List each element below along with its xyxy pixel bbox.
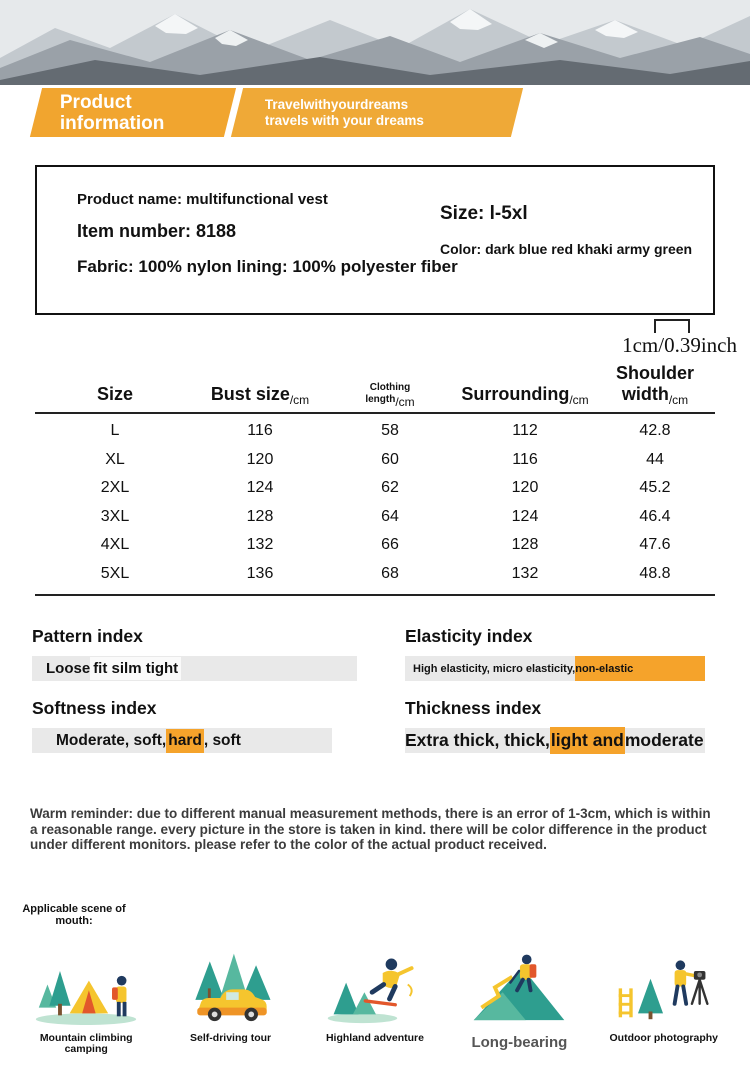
cell-bust: 128 bbox=[246, 507, 274, 525]
cell-shoulder: 48.8 bbox=[639, 564, 671, 582]
softness-index bbox=[32, 698, 405, 753]
cell-surrounding: 116 bbox=[512, 450, 538, 468]
product-information-tab-label bbox=[36, 92, 165, 134]
fabric-index-section bbox=[0, 626, 750, 770]
scene-long-bearing bbox=[447, 941, 591, 1056]
table-row bbox=[35, 417, 715, 446]
size-chart-table bbox=[35, 363, 715, 596]
cell-length: 66 bbox=[381, 536, 399, 554]
scene-label: Long-bearing bbox=[471, 1033, 568, 1051]
car-illustration-icon bbox=[178, 941, 284, 1029]
cell-surrounding: 124 bbox=[511, 507, 539, 525]
scenes-row bbox=[14, 941, 736, 1056]
cell-shoulder: 46.4 bbox=[639, 507, 671, 525]
elasticity-text-highlight: non-elastic bbox=[575, 656, 705, 681]
column-header-clothing-length: Clothing length/cm bbox=[365, 382, 415, 409]
cell-bust: 116 bbox=[247, 422, 273, 440]
cell-shoulder: 47.6 bbox=[639, 536, 671, 554]
cell-length: 64 bbox=[381, 507, 399, 525]
tab-left-line2: information bbox=[60, 112, 165, 134]
thickness-text-after: moderate bbox=[624, 730, 704, 750]
cell-length: 58 bbox=[381, 422, 399, 440]
fabric-info: Fabric: 100% nylon lining: 100% polyester fiber bbox=[77, 257, 458, 276]
cell-surrounding: 128 bbox=[511, 536, 539, 554]
photographer-illustration-icon bbox=[611, 941, 717, 1029]
cell-size: 5XL bbox=[100, 564, 130, 582]
pattern-index-title: Pattern index bbox=[32, 626, 143, 646]
table-row bbox=[35, 560, 715, 589]
color-options: Color: dark blue red khaki army green bbox=[440, 241, 693, 257]
scene-outdoor-photography bbox=[592, 941, 736, 1056]
ruler-scale-note bbox=[0, 315, 750, 363]
column-header-surrounding: Surrounding$_{/cm}$ bbox=[461, 384, 589, 407]
elasticity-index bbox=[405, 626, 730, 681]
size-chart-body bbox=[35, 414, 715, 594]
pattern-index-bar bbox=[32, 656, 357, 681]
warm-reminder-text: Warm reminder: due to different manual measurement methods, there is an error of 1-3cm, which is within a reasonable range. every picture in the store is taken in kind. there will be color difference in the product under different monitors. please refer to the color of the actual product received. bbox=[30, 806, 711, 852]
table-row bbox=[35, 446, 715, 475]
camping-illustration-icon bbox=[33, 941, 139, 1029]
applicable-scenes-section bbox=[0, 903, 750, 1056]
product-information-tab bbox=[30, 88, 236, 137]
table-bottom-rule bbox=[35, 594, 715, 596]
cell-bust: 120 bbox=[246, 450, 274, 468]
cell-bust: 136 bbox=[246, 564, 274, 582]
thickness-index-bar bbox=[405, 728, 705, 753]
item-number: Item number: 8188 bbox=[77, 221, 237, 241]
table-row bbox=[35, 474, 715, 503]
cell-size: 4XL bbox=[100, 536, 130, 554]
pattern-text-highlight: fit silm tight bbox=[90, 657, 181, 680]
cell-surrounding: 132 bbox=[511, 564, 539, 582]
thickness-index-title: Thickness index bbox=[405, 698, 542, 718]
cell-bust: 132 bbox=[246, 536, 274, 554]
scene-self-driving bbox=[158, 941, 302, 1056]
ruler-scale-label: 1cm/0.39inch bbox=[622, 333, 737, 357]
elasticity-index-title: Elasticity index bbox=[405, 626, 533, 646]
scene-label: Self-driving tour bbox=[190, 1031, 272, 1044]
mountain-photo-banner bbox=[0, 0, 750, 85]
softness-text-after: , soft bbox=[203, 731, 241, 749]
tab-right-line1: Travelwithyourdreams bbox=[265, 96, 409, 112]
scene-label: Mountain climbing camping bbox=[39, 1031, 133, 1055]
softness-text-highlight: hard bbox=[166, 729, 204, 753]
cell-length: 60 bbox=[381, 450, 399, 468]
softness-text-before: Moderate, soft, bbox=[56, 731, 167, 749]
product-name: Product name: multifunctional vest bbox=[77, 191, 328, 208]
cell-length: 62 bbox=[381, 479, 399, 497]
cell-size: XL bbox=[105, 450, 125, 468]
thickness-index bbox=[405, 698, 730, 753]
column-header-bust: Bust size$_{/cm}$ bbox=[210, 384, 310, 407]
cell-size: L bbox=[110, 422, 120, 440]
slogan-tab-label bbox=[237, 97, 424, 129]
scene-label: Outdoor photography bbox=[609, 1031, 718, 1044]
pattern-index bbox=[32, 626, 405, 681]
product-info-box bbox=[35, 165, 715, 315]
pattern-text-before: Loose bbox=[46, 660, 91, 677]
header-banner bbox=[0, 88, 750, 137]
mountain-hiker-illustration-icon bbox=[466, 941, 572, 1029]
cell-shoulder: 44 bbox=[646, 450, 664, 468]
scenes-title-line2: mouth: bbox=[55, 914, 93, 927]
softness-index-title: Softness index bbox=[32, 698, 157, 718]
tab-right-line2: travels with your dreams bbox=[265, 112, 425, 128]
slogan-tab bbox=[231, 88, 523, 137]
cell-surrounding: 120 bbox=[511, 479, 539, 497]
thickness-text-before: Extra thick, thick, bbox=[405, 730, 550, 750]
elasticity-index-bar bbox=[405, 656, 705, 681]
table-row bbox=[35, 531, 715, 560]
cell-size: 2XL bbox=[100, 479, 130, 497]
column-header-size: Size bbox=[96, 384, 134, 404]
applicable-scenes-title bbox=[14, 903, 134, 927]
jumping-adventurer-illustration-icon bbox=[322, 941, 428, 1029]
elasticity-text-before: High elasticity, micro elasticity, bbox=[413, 662, 576, 675]
cell-shoulder: 45.2 bbox=[639, 479, 671, 497]
table-row bbox=[35, 503, 715, 532]
scenes-title-line1: Applicable scene of bbox=[22, 902, 126, 915]
thickness-text-highlight: light and bbox=[550, 727, 625, 754]
cell-size: 3XL bbox=[100, 507, 130, 525]
tab-left-line1: Product bbox=[60, 91, 132, 113]
size-chart-header-row bbox=[35, 363, 715, 412]
softness-index-bar bbox=[32, 728, 332, 753]
scene-camping bbox=[14, 941, 158, 1056]
ruler-icon bbox=[654, 319, 690, 333]
scene-highland-adventure bbox=[303, 941, 447, 1056]
cell-length: 68 bbox=[381, 564, 399, 582]
cell-bust: 124 bbox=[246, 479, 274, 497]
cell-surrounding: 112 bbox=[512, 422, 538, 440]
cell-shoulder: 42.8 bbox=[639, 422, 671, 440]
column-header-shoulder-width: Shoulder width$_{/cm}$ bbox=[615, 363, 694, 407]
scene-label: Highland adventure bbox=[325, 1031, 424, 1044]
size-range: Size: l-5xl bbox=[440, 203, 528, 224]
